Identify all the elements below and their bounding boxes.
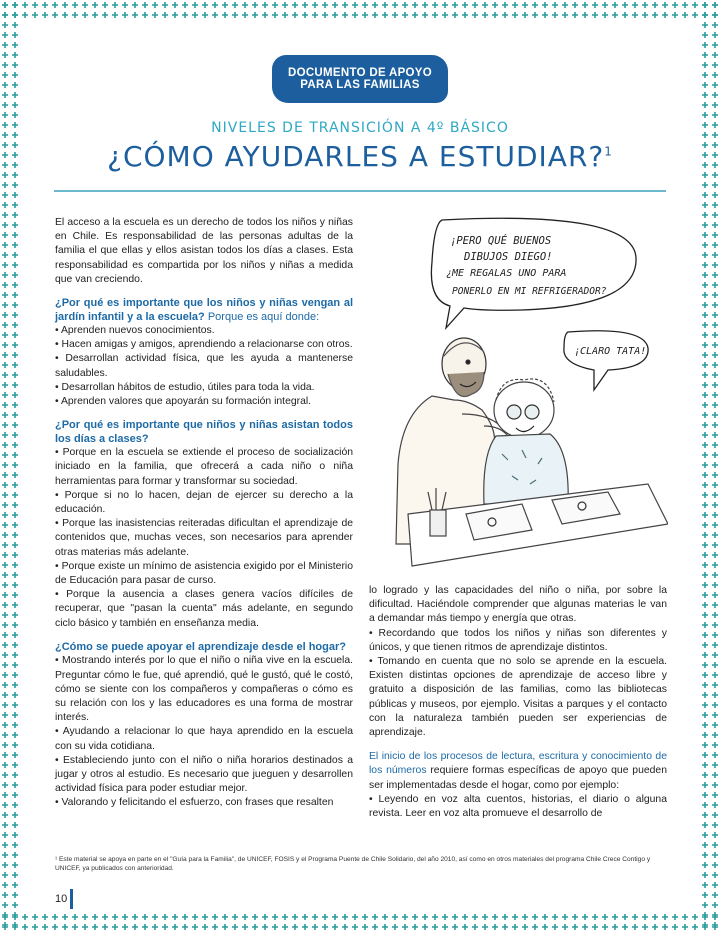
title-footnote-mark: 1	[604, 144, 613, 159]
list-item: • Recordando que todos los niños y niñas son diferentes y únicos, y que tienen ritmos de aprendizaje distintos.	[369, 627, 667, 653]
list-item: • Desarrollan hábitos de estudio, útiles para toda la vida.	[55, 381, 315, 393]
page-number-bar	[70, 889, 73, 909]
list-item: • Valorando y felicitando el esfuerzo, con frases que resalten	[55, 797, 334, 809]
list-item: • Porque si no lo hacen, dejan de ejercer su derecho a la educación.	[55, 489, 353, 516]
section4-heading-rest: requiere formas específicas de apoyo que pueden ser implementadas desde el hogar, como por ejemplo:	[369, 765, 667, 791]
section1-heading-bold: ¿Por qué es importante que los niños y niñas vengan al jardín infantil y a la escuela?	[55, 297, 353, 323]
badge-line-1: DOCUMENTO DE APOYO	[287, 67, 433, 79]
list-item: • Leyendo en voz alta cuentos, historias, el diario o alguna revista. Leer en voz alta promueve el desarrollo de	[369, 793, 667, 820]
section3-heading	[55, 641, 353, 655]
list-item: • Tomando en cuenta que no solo se aprende en la escuela. Existen distintas opciones de aprendizaje de acceso libre y gratuito a disposición de las familias, como las bibliotecas públicas y museos, por ejemplo. Visitas a parques y el contacto con la naturaleza también pueden ser experiencias de aprendizaje.	[369, 656, 667, 739]
bubble2-text: ¡CLARO TATA!	[574, 346, 647, 357]
text-column-left	[55, 216, 353, 811]
section4-heading-blue: El inicio de los procesos de lectura, escritura y conocimiento de los números	[369, 751, 667, 777]
grandfather-child-illustration	[372, 214, 668, 570]
list-item: • Porque existe un mínimo de asistencia exigido por el Ministerio de Educación para pasar de curso.	[55, 560, 353, 587]
bubble1-line-4: PONERLO EN MI REFRIGERADOR?	[452, 286, 607, 297]
section3-heading-text: ¿Cómo se puede apoyar el aprendizaje desde el hogar?	[55, 640, 346, 653]
bubble1-line-3: ¿ME REGALAS UNO PARA	[446, 268, 567, 279]
list-item: • Desarrollan actividad física, que les ayuda a mantenerse saludables.	[55, 353, 353, 379]
section1-heading	[55, 297, 353, 324]
decorative-border-top	[0, 0, 720, 20]
continuation-paragraph: lo logrado y las capacidades del niño o niña, por sobre la dificultad. Haciéndole comprender que algunas materias le van a demandar más tiempo y energía que otras.	[369, 585, 667, 625]
section4-heading	[369, 750, 667, 793]
bubble1-line-2: DIBUJOS DIEGO!	[464, 251, 553, 263]
speech-bubble-child	[564, 331, 648, 390]
footnote: ¹ Este material se apoya en parte en el "Guía para la Familia", de UNICEF, FOSIS y el Programa Puente de Chile Solidario, del año 2010, así como en otros materiales del programa Chile Crece Contigo y UNICEF, ya publicados con anterioridad.	[55, 856, 651, 872]
intro-paragraph: El acceso a la escuela es un derecho de todos los niños y niñas en Chile. Es responsabilidad de las personas adultas de la familia el que ellas y ellos asistan todos los días a clases. Esta responsabilidad es compartida por los niños y niñas a medida que van creciendo.	[55, 217, 353, 285]
list-item: • Estableciendo junto con el niño o niña horarios destinados a jugar y otros al estudio. Es necesario que jueguen y desarrollen actividad física para poder estudiar mejor.	[55, 754, 353, 795]
header-divider	[54, 190, 666, 192]
list-item: • Porque las inasistencias reiteradas dificultan el aprendizaje de contenidos que, muchas veces, son necesarios para aprender otras materias más adelante.	[55, 518, 353, 558]
bubble1-line-1: ¡PERO QUÉ BUENOS	[450, 235, 552, 247]
section1-heading-rest: Porque es aquí donde:	[204, 310, 320, 323]
section2-heading	[55, 419, 353, 446]
page-subtitle: NIVELES DE TRANSICIÓN A 4º BÁSICO	[211, 120, 509, 136]
page-title	[0, 140, 720, 173]
page-title-text: ¿CÓMO AYUDARLES A ESTUDIAR?	[107, 140, 605, 173]
list-item: • Hacen amigas y amigos, aprendiendo a relacionarse con otros.	[55, 339, 353, 351]
list-item: • Aprenden nuevos conocimientos.	[55, 325, 215, 337]
list-item: • Mostrando interés por lo que el niño o niña vive en la escuela. Preguntar cómo le fue, qué aprendió, qué le gustó, qué le costó, cómo se siente con los compañeros y compañeras o cómo es su relación con los y las educadores es una forma de mostrar interés.	[55, 655, 353, 724]
list-item: • Porque en la escuela se extiende el proceso de socialización iniciado en la familia, que ofrecerá a cada niño o niña herramientas para formar y transformar su sociedad.	[55, 447, 353, 487]
decorative-border-bottom	[0, 912, 720, 932]
page-number: 10	[55, 893, 68, 905]
section2-heading-text: ¿Por qué es importante que niños y niñas asistan todos los días a clases?	[55, 419, 353, 445]
badge-line-2: PARA LAS FAMILIAS	[300, 79, 420, 91]
list-item: • Porque la ausencia a clases genera vacíos difíciles de recuperar, que "pasan la cuenta" más adelante, en segundo ciclo básico y también en enseñanza media.	[55, 589, 353, 629]
text-column-right	[369, 584, 667, 821]
document-badge	[272, 55, 448, 103]
list-item: • Ayudando a relacionar lo que haya aprendido en la escuela con su vida cotidiana.	[55, 726, 353, 752]
list-item: • Aprenden valores que apoyarán su formación integral.	[55, 396, 312, 408]
